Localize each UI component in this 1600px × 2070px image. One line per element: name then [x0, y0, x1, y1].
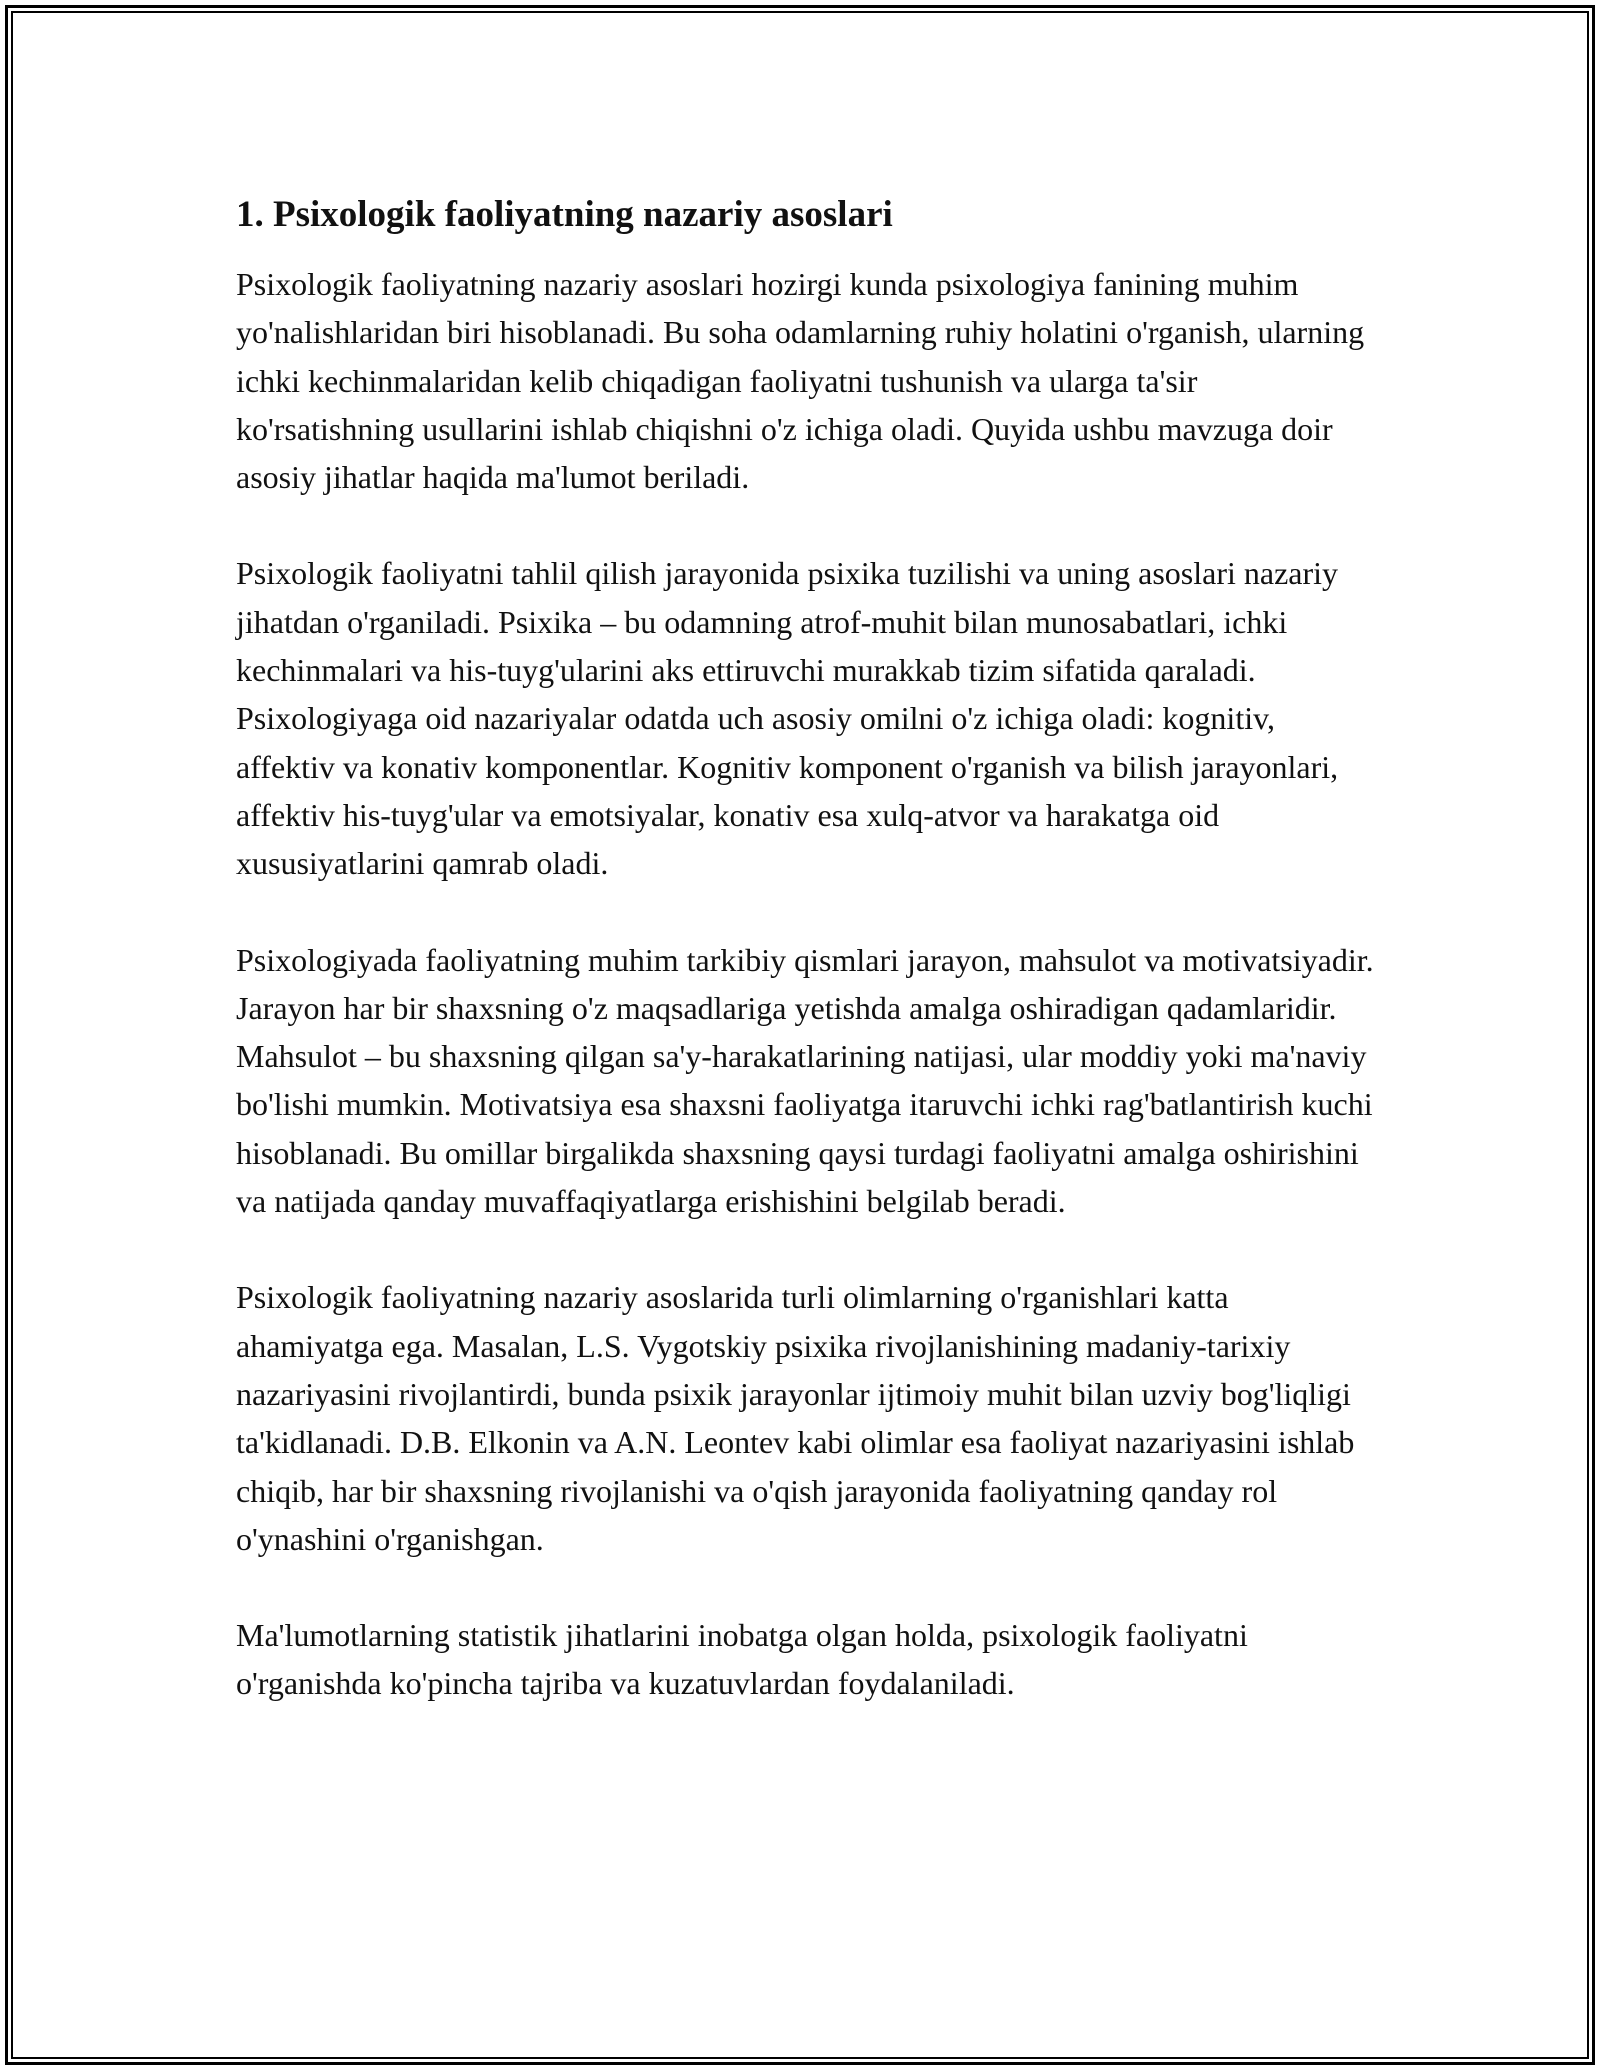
- paragraph-3: Psixologiyada faoliyatning muhim tarkibiy qismlari jarayon, mahsulot va motivatsiyadir. Jarayon har bir shaxsning o'z maqsadlariga yetishda amalga oshiradigan qadamlaridir. Mahsulot – bu shaxsning qilgan sa'y-harakatlarining natijasi, ular moddiy yoki ma'naviy bo'lishi mumkin. Motivatsiya esa shaxsni faoliyatga itaruvchi ichki rag'batlantirish kuchi hisoblanadi. Bu omillar birgalikda shaxsning qaysi turdagi faoliyatni amalga oshirishini va natijada qanday muvaffaqiyatlarga erishishini belgilab beradi.: [236, 941, 1374, 1220]
- paragraph-4: Psixologik faoliyatning nazariy asoslarida turli olimlarning o'rganishlari katta ahamiyatga ega. Masalan, L.S. Vygotskiy psixika rivojlanishining madaniy-tarixiy nazariyasini rivojlantirdi, bunda psixik jarayonlar ijtimoiy muhit bilan uzviy bog'liqligi ta'kidlanadi. D.B. Elkonin va A.N. Leontev kabi olimlar esa faoliyat nazariyasini ishlab chiqib, har bir shaxsning rivojlanishi va o'qish jarayonida faoliyatning qanday rol o'ynashini o'rganishgan.: [236, 1279, 1355, 1557]
- paragraph-5: Ma'lumotlarning statistik jihatlarini inobatga olgan holda, psixologik faoliyatni o'rganishda ko'pincha tajriba va kuzatuvlardan foydalaniladi.: [236, 1617, 1248, 1702]
- paragraph-2: Psixologik faoliyatni tahlil qilish jarayonida psixika tuzilishi va uning asoslari nazariy jihatdan o'rganiladi. Psixika – bu odamning atrof-muhit bilan munosabatlari, ichki kechinmalari va his-tuyg'ularini aks ettiruvchi murakkab tizim sifatida qaraladi. Psixologiyaga oid nazariyalar odatda uch asosiy omilni o'z ichiga oladi: kognitiv, affektiv va konativ komponentlar. Kognitiv komponent o'rganish va bilish jarayonlari, affektiv his-tuyg'ular va emotsiyalar, konativ esa xulq-atvor va harakatga oid xususiyatlarini qamrab oladi.: [236, 555, 1339, 882]
- document-body: [236, 186, 1376, 1708]
- section-heading: 1. Psixologik faoliyatning nazariy asoslari: [236, 194, 893, 235]
- paragraph-1: Psixologik faoliyatning nazariy asoslari hozirgi kunda psixologiya fanining muhim yo'nalishlaridan biri hisoblanadi. Bu soha odamlarning ruhiy holatini o'rganish, ularning ichki kechinmalaridan kelib chiqadigan faoliyatni tushunish va ularga ta'sir ko'rsatishning usullarini ishlab chiqishni o'z ichiga oladi. Quyida ushbu mavzuga doir asosiy jihatlar haqida ma'lumot beriladi.: [236, 266, 1365, 496]
